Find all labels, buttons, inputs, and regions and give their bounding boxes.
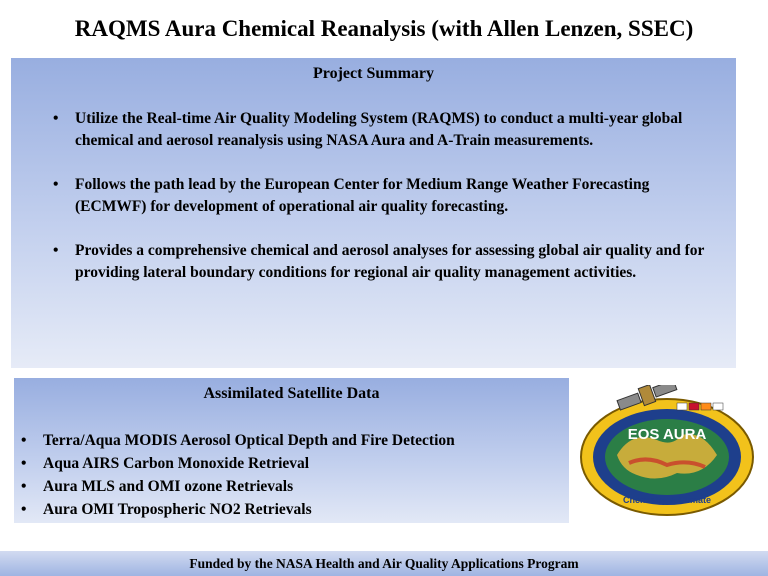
- logo-title: EOS AURA: [627, 426, 707, 443]
- summary-bullet: • Utilize the Real-time Air Quality Modeling System (RAQMS) to conduct a multi-year global chemical and aerosol reanalysis using NASA Aura and A-Train measurements.: [53, 108, 718, 152]
- logo-subtitle: Chemistry & Climate: [622, 495, 712, 505]
- project-summary-panel: [11, 58, 736, 368]
- funding-footer: Funded by the NASA Health and Air Quality Applications Program: [0, 551, 768, 576]
- satellite-data-item: • Aura OMI Tropospheric NO2 Retrievals: [21, 498, 566, 521]
- summary-bullet: • Provides a comprehensive chemical and aerosol analyses for assessing global air quality and for providing lateral boundary conditions for regional air quality management activities.: [53, 240, 718, 284]
- eos-aura-logo: [577, 385, 757, 520]
- satellite-data-list: [21, 429, 566, 521]
- project-summary-list: [53, 108, 718, 306]
- satellite-data-panel: [14, 378, 569, 523]
- page-title: RAQMS Aura Chemical Reanalysis (with Allen Lenzen, SSEC): [74, 16, 694, 41]
- project-summary-heading: Project Summary: [313, 65, 434, 82]
- satellite-data-item: • Aura MLS and OMI ozone Retrievals: [21, 475, 566, 498]
- satellite-data-item: • Terra/Aqua MODIS Aerosol Optical Depth and Fire Detection: [21, 429, 566, 452]
- satellite-data-item: • Aqua AIRS Carbon Monoxide Retrieval: [21, 452, 566, 475]
- summary-bullet: • Follows the path lead by the European Center for Medium Range Weather Forecasting (ECMWF) for development of operational air quality forecasting.: [53, 174, 718, 218]
- satellite-data-heading: Assimilated Satellite Data: [203, 385, 380, 402]
